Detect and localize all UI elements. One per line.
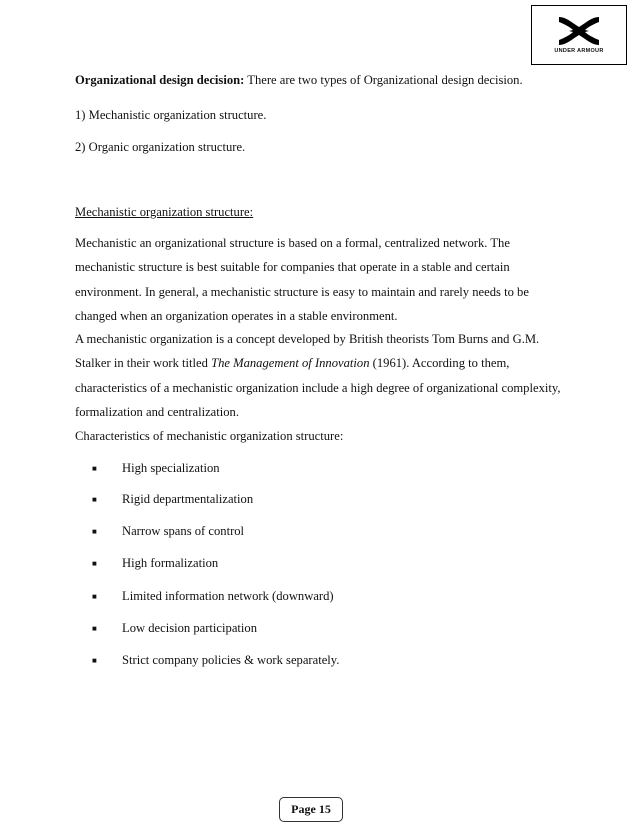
bullet-square-icon: ■ xyxy=(92,464,97,473)
bullet-square-icon: ■ xyxy=(92,592,97,601)
list-item-text: Rigid departmentalization xyxy=(122,492,254,506)
brand-logo xyxy=(531,5,627,65)
paragraph-2-line: characteristics of a mechanistic organization include a high degree of organizational complexity, xyxy=(75,380,561,395)
paragraph-2-line xyxy=(75,351,595,375)
intro-line xyxy=(75,73,523,88)
list-item-text: High specialization xyxy=(122,461,220,475)
list-item xyxy=(92,589,334,604)
bullet-square-icon: ■ xyxy=(92,495,97,504)
paragraph-2-line2-post: (1961). According to them, xyxy=(369,356,510,371)
list-item xyxy=(92,621,257,636)
list-item xyxy=(92,492,253,507)
section-heading: Mechanistic organization structure: xyxy=(75,205,254,219)
paragraph-2-line2-pre: Stalker in their work titled xyxy=(75,356,212,371)
intro-text: There are two types of Organizational design decision. xyxy=(244,73,523,87)
paragraph-2 xyxy=(75,327,595,424)
list-item xyxy=(92,461,220,476)
list-item-text: High formalization xyxy=(122,556,219,570)
list-item-text: Low decision participation xyxy=(122,621,257,635)
list-item-text: Narrow spans of control xyxy=(122,524,245,538)
bullet-square-icon: ■ xyxy=(92,624,97,633)
bullet-square-icon: ■ xyxy=(92,656,97,665)
paragraph-1-line: environment. In general, a mechanistic structure is easy to maintain and rarely needs to be xyxy=(75,284,529,299)
under-armour-logo-icon xyxy=(556,16,602,46)
paragraph-1-line: changed when an organization operates in a stable environment. xyxy=(75,308,398,323)
intro-heading: Organizational design decision: xyxy=(75,73,245,87)
list-item-text: Strict company policies & work separately. xyxy=(122,653,340,667)
type-item-1: 1) Mechanistic organization structure. xyxy=(75,108,267,122)
list-item xyxy=(92,653,339,668)
page-number: Page 15 xyxy=(279,797,343,822)
type-item-2: 2) Organic organization structure. xyxy=(75,140,246,154)
list-item xyxy=(92,556,218,571)
list-item xyxy=(92,524,244,539)
book-title: The Management of Innovation xyxy=(211,356,370,371)
characteristics-heading: Characteristics of mechanistic organization structure: xyxy=(75,429,344,443)
paragraph-1-line: Mechanistic an organizational structure is based on a formal, centralized network. The xyxy=(75,236,510,250)
bullet-square-icon: ■ xyxy=(92,527,97,536)
paragraph-1 xyxy=(75,231,595,328)
bullet-square-icon: ■ xyxy=(92,559,97,568)
list-item-text: Limited information network (downward) xyxy=(122,589,334,603)
paragraph-2-line: formalization and centralization. xyxy=(75,404,239,419)
paragraph-1-line: mechanistic structure is best suitable for companies that operate in a stable and certain xyxy=(75,260,510,275)
brand-logo-text: UNDER ARMOUR xyxy=(554,48,604,54)
paragraph-2-line: A mechanistic organization is a concept developed by British theorists Tom Burns and G.M. xyxy=(75,332,540,346)
